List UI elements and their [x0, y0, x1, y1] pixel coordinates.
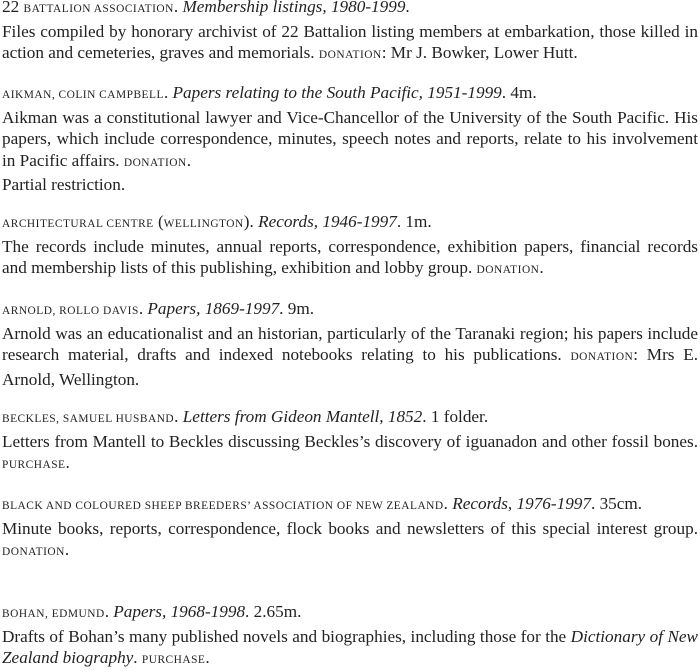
- catalogue-entry: [2, 493, 698, 564]
- entry-title: Papers, 1968-1998: [113, 602, 246, 621]
- entry-description: [2, 236, 698, 282]
- entry-acquisition: DONATION: [570, 351, 634, 364]
- entry-title: Records, 1976-1997: [452, 494, 591, 513]
- entry-heading: [2, 298, 698, 323]
- entry-description: [2, 518, 698, 564]
- entry-title: Letters from Gideon Mantell, 1852: [182, 407, 423, 426]
- entry-creator: BLACK AND COLOURED SHEEP BREEDERS’ ASSOCIATION OF NEW ZEALAND: [2, 500, 444, 512]
- entry-creator-punct: .: [163, 83, 169, 102]
- entry-creator-punct: .: [104, 602, 109, 621]
- entry-acquisition: DONATION: [318, 49, 382, 62]
- entry-description: [2, 626, 698, 672]
- entry-acquisition: DONATION: [2, 546, 65, 559]
- entry-source: .: [64, 540, 70, 560]
- entry-description-text: Files compiled by honorary archivist of 22 Battalion listing members at embarkation, those killed in action and cemeteries, graves and memorials.: [2, 21, 698, 63]
- entry-creator: ARNOLD, ROLLO DAVIS: [2, 305, 139, 317]
- entry-title: Papers, 1869-1997: [147, 299, 280, 318]
- entry-acquisition: DONATION: [123, 156, 187, 169]
- entry-creator: BATTALION ASSOCIATION: [23, 3, 174, 15]
- entry-description-text: Arnold was an educationalist and an historian, particularly of the Taranaki region; his papers include research material, drafts and indexed notebooks relating to his publications.: [2, 323, 698, 365]
- entry-creator-punct: .: [174, 407, 179, 426]
- entry-creator-punct: (: [153, 212, 164, 231]
- entry-heading: [2, 406, 698, 431]
- entry-heading: [2, 601, 698, 626]
- entry-creator-punct: .: [443, 494, 448, 513]
- entry-title: Membership listings, 1980-1999: [182, 0, 406, 16]
- catalogue-entry: [2, 406, 698, 477]
- catalogue-entry: [2, 0, 698, 67]
- catalogue-entry: [2, 211, 698, 282]
- entry-extent: .: [405, 0, 410, 16]
- entry-source: : Mr J. Bowker, Lower Hutt.: [381, 43, 578, 63]
- entry-note: Partial restriction.: [2, 175, 126, 195]
- entry-heading: [2, 82, 698, 107]
- entry-heading: [2, 211, 698, 236]
- entry-heading: [2, 0, 698, 21]
- entry-extent: . 35cm.: [590, 494, 643, 513]
- entry-acquisition: PURCHASE: [2, 459, 66, 472]
- entry-creator: AIKMAN, COLIN CAMPBELL: [2, 89, 164, 101]
- entry-title: Papers relating to the South Pacific, 1951-1999: [172, 83, 502, 102]
- entry-source: .: [65, 453, 70, 473]
- entry-description: [2, 21, 698, 67]
- entry-extent: . 1 folder.: [422, 407, 489, 426]
- entry-creator: BECKLES, SAMUEL HUSBAND: [2, 413, 175, 425]
- entry-source: .: [205, 648, 210, 668]
- entry-description-title: Dictionary of New Zealand biography: [2, 626, 698, 668]
- entry-creator-location: WELLINGTON: [163, 218, 244, 230]
- entry-description-text: Aikman was a constitutional lawyer and Vice-Chancellor of the University of the South Pacific. His papers, which include correspondence, minutes, speech notes and reports, relate to his involvement in Pacific affairs.: [2, 107, 698, 170]
- entry-creator: BOHAN, EDMUND: [2, 608, 105, 620]
- entry-description: [2, 107, 698, 175]
- entry-creator: ARCHITECTURAL CENTRE: [2, 218, 154, 230]
- entry-creator-punct: .: [173, 0, 179, 16]
- entry-description-punct: .: [133, 648, 138, 668]
- catalogue-entry: [2, 601, 698, 672]
- entry-creator-number: 22: [2, 0, 24, 16]
- entry-description: [2, 431, 698, 477]
- entry-acquisition: DONATION: [476, 264, 540, 277]
- entry-extent: . 2.65m.: [245, 602, 302, 621]
- entry-heading: [2, 493, 698, 518]
- catalogue-entry: [2, 82, 698, 196]
- entry-description-text: Letters from Mantell to Beckles discussing Beckles’s discovery of iguanadon and other fossil bones.: [2, 431, 698, 451]
- entry-creator-punct: ).: [243, 212, 254, 231]
- catalogue-entry: [2, 298, 698, 390]
- entry-source: : Mrs E. Arnold, Wellington.: [2, 345, 699, 389]
- entry-creator-punct: .: [138, 299, 144, 318]
- entry-extent: . 9m.: [279, 299, 315, 318]
- entry-description-text: Drafts of Bohan’s many published novels and biographies, including those for the: [2, 626, 567, 646]
- entry-description-text: The records include minutes, annual reports, correspondence, exhibition papers, financial records and membership lists of this publishing, exhibition and lobby group.: [2, 236, 698, 278]
- entry-description: [2, 323, 698, 391]
- entry-title: Records, 1946-1997: [258, 212, 397, 231]
- entry-acquisition: PURCHASE: [141, 654, 206, 667]
- entry-extent: . 4m.: [501, 83, 537, 102]
- entry-extent: . 1m.: [396, 212, 432, 231]
- entry-source: .: [186, 150, 191, 170]
- entry-source: .: [539, 258, 544, 278]
- entry-description-text: Minute books, reports, correspondence, flock books and newsletters of this special interest group.: [2, 518, 698, 538]
